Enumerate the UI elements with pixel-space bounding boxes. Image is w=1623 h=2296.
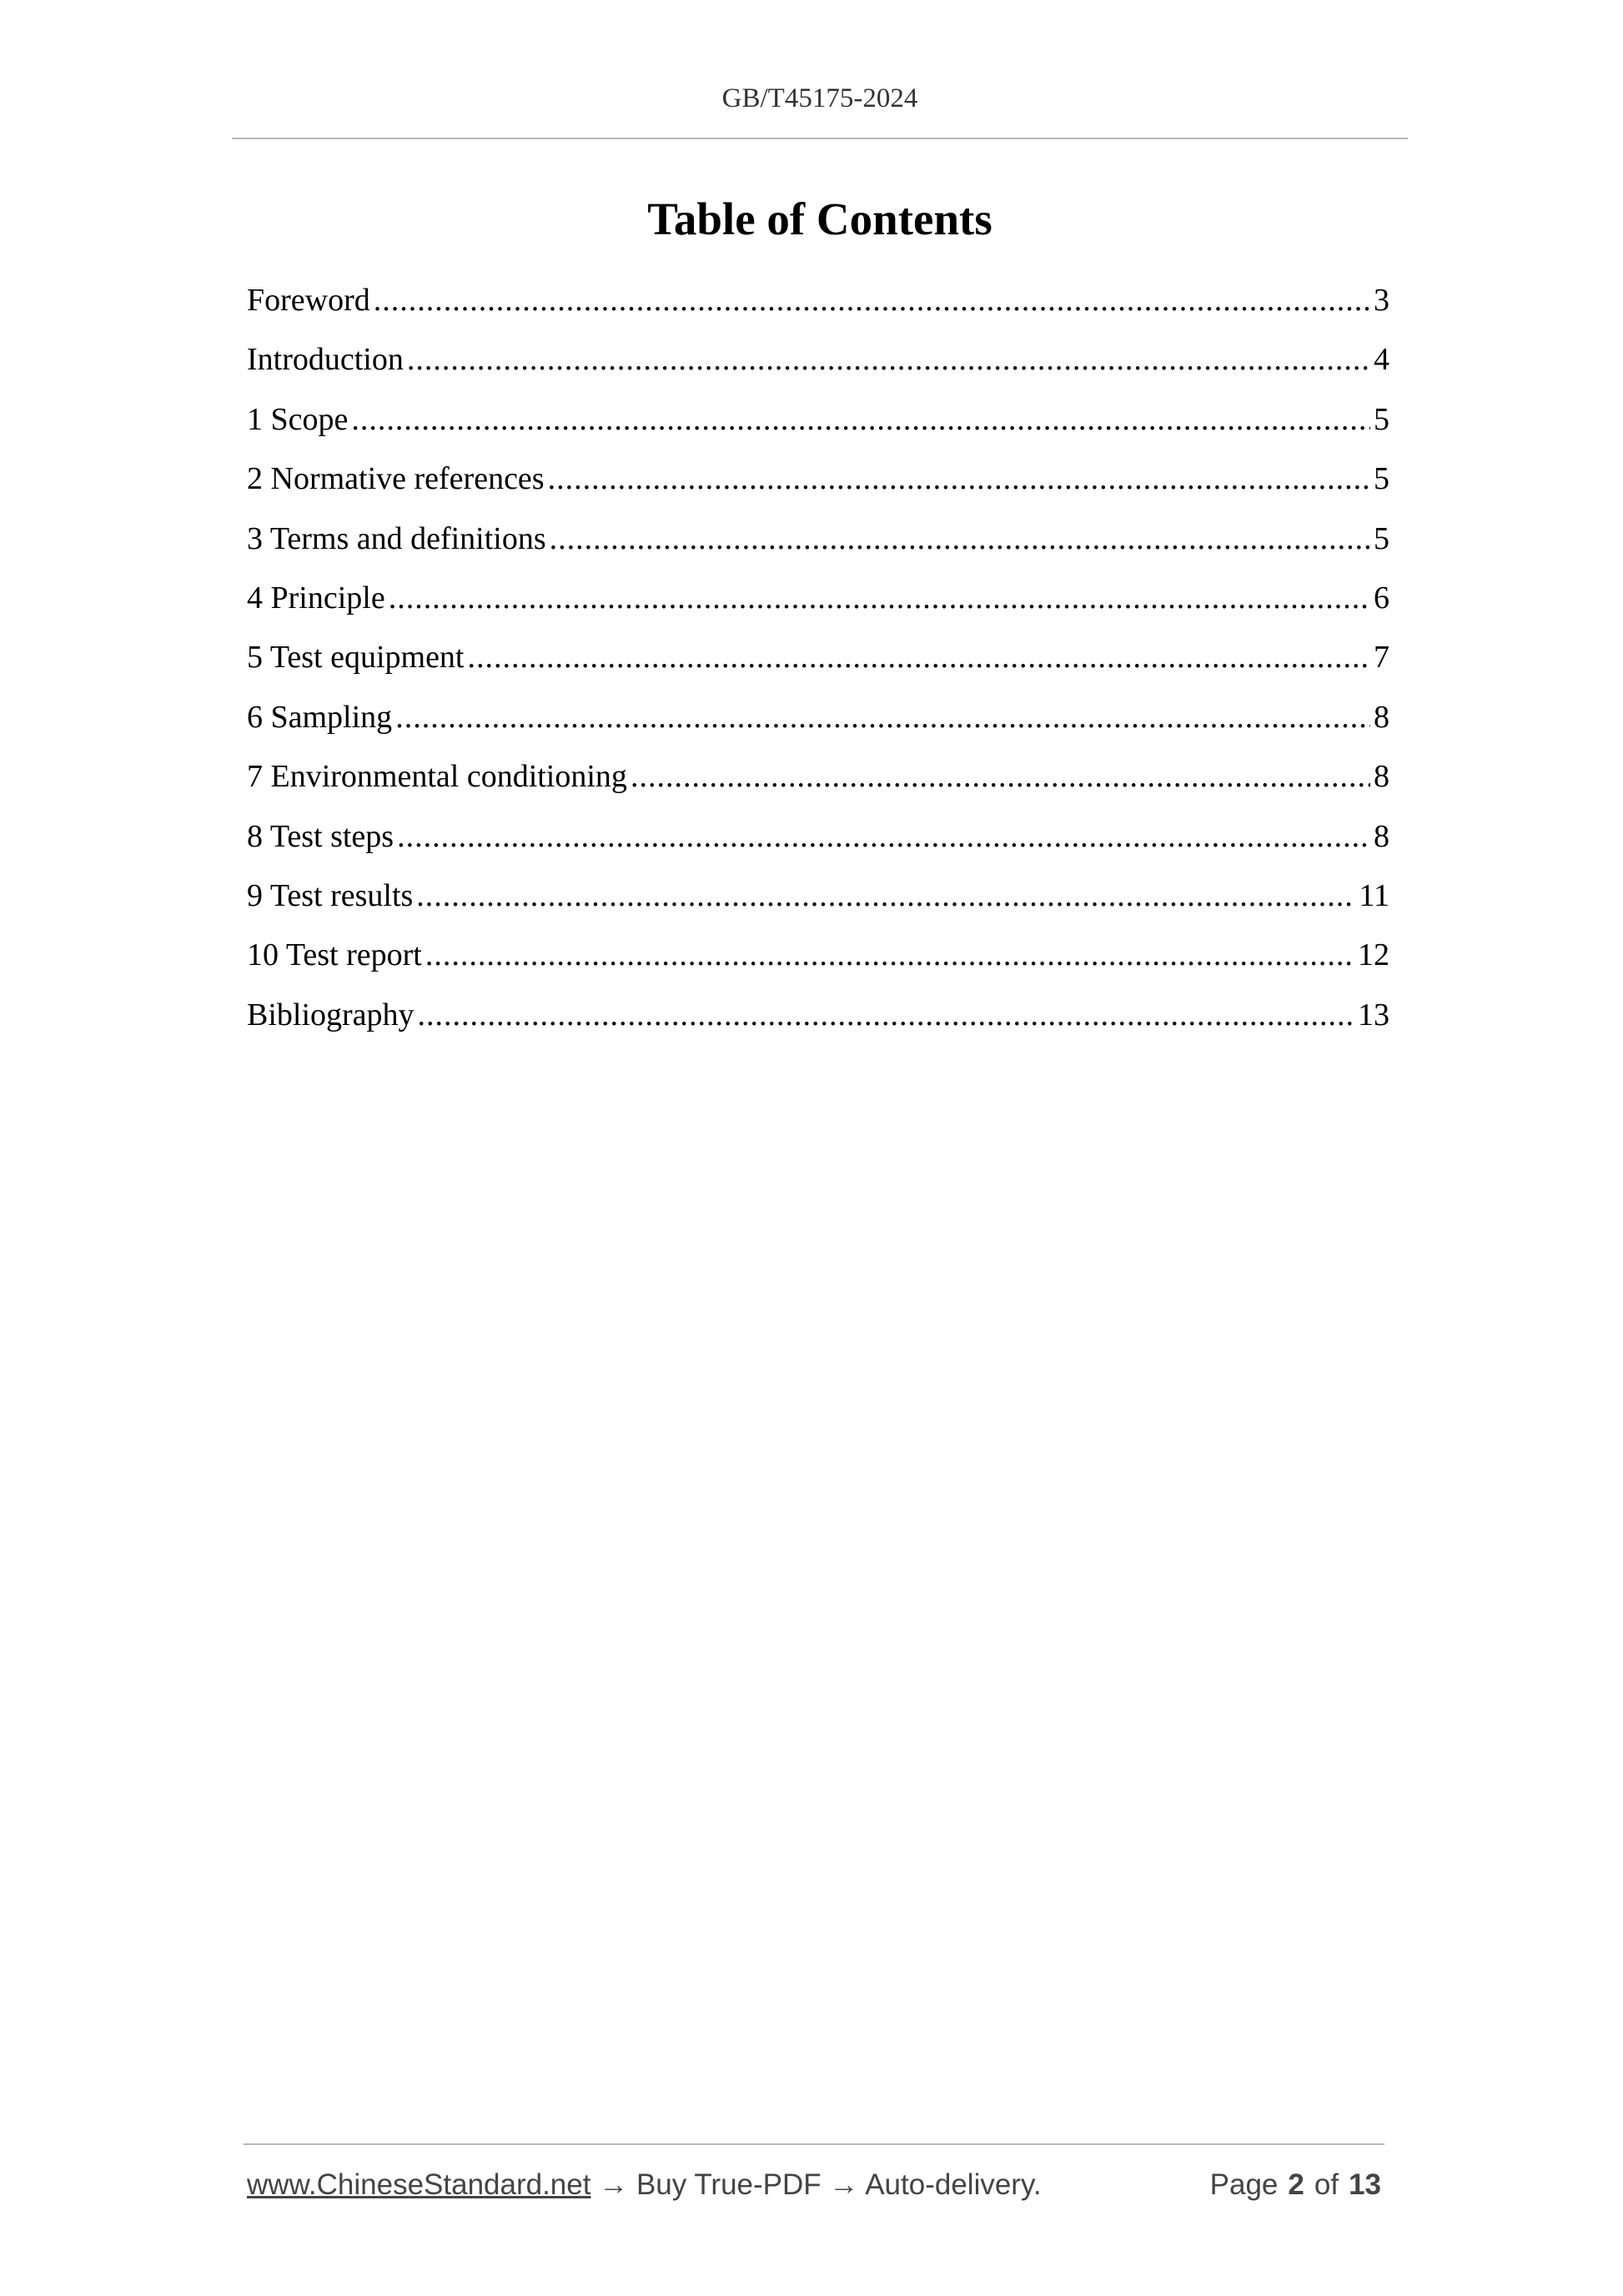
toc-entry-page: 5 [1374,461,1389,497]
toc-dot-leader [395,693,1370,741]
total-page-count: 13 [1349,2168,1381,2201]
toc-entry-test-results[interactable] [247,872,1389,931]
toc-entry-label: 5 Test equipment [247,640,465,676]
toc-entry-label: 9 Test results [247,877,414,913]
standard-code: GB/T45175-2024 [721,83,918,113]
toc-entry-page: 5 [1374,401,1389,437]
toc-entry-foreword[interactable] [247,276,1389,335]
page-word: Page [1209,2168,1279,2201]
toc-list [247,276,1389,1050]
toc-entry-label: 1 Scope [247,401,349,437]
toc-entry-label: Introduction [247,342,404,378]
document-header [232,77,1408,120]
toc-entry-page: 6 [1374,580,1389,615]
toc-entry-label: 4 Principle [247,580,385,615]
toc-entry-page: 13 [1358,997,1389,1032]
toc-entry-page: 5 [1374,520,1389,556]
toc-dot-leader [374,276,1370,324]
toc-dot-leader [550,515,1370,563]
buy-true-pdf-text: Buy True-PDF [636,2168,822,2201]
toc-dot-leader [407,335,1370,384]
toc-entry-bibliography[interactable] [247,991,1389,1050]
toc-entry-test-report[interactable] [247,931,1389,990]
toc-entry-introduction[interactable] [247,335,1389,394]
website-link[interactable]: www.ChineseStandard.net [247,2168,591,2201]
auto-delivery-text: Auto-delivery. [865,2168,1042,2201]
toc-entry-environmental-conditioning[interactable] [247,752,1389,811]
toc-entry-label: 6 Sampling [247,699,393,735]
footer-promo [247,2163,1042,2207]
toc-entry-label: 7 Environmental conditioning [247,759,627,795]
footer-divider [244,2143,1384,2145]
toc-dot-leader [548,455,1370,503]
toc-dot-leader [351,395,1370,444]
toc-entry-page: 4 [1374,342,1389,378]
toc-entry-page: 3 [1374,283,1389,318]
arrow-right-icon: → [829,2168,859,2201]
toc-dot-leader [631,752,1370,801]
toc-entry-label: 2 Normative references [247,461,545,497]
toc-title: Table of Contents [647,193,992,244]
of-word: of [1314,2168,1339,2201]
toc-entry-label: 10 Test report [247,937,422,973]
toc-dot-leader [389,574,1370,622]
toc-entry-label: Bibliography [247,997,415,1032]
toc-entry-page: 11 [1359,877,1389,913]
toc-dot-leader [418,991,1354,1039]
toc-dot-leader [416,872,1355,920]
toc-entry-label: 3 Terms and definitions [247,520,546,556]
toc-dot-leader [397,812,1370,861]
current-page-number: 2 [1288,2168,1304,2201]
toc-dot-leader [425,931,1354,979]
toc-entry-test-equipment[interactable] [247,633,1389,692]
toc-entry-label: Foreword [247,283,370,318]
toc-entry-label: 8 Test steps [247,818,394,854]
toc-entry-page: 12 [1358,937,1389,973]
toc-entry-page: 8 [1374,759,1389,795]
page-indicator [1210,2163,1381,2207]
header-divider [232,138,1408,139]
document-footer [247,2163,1381,2207]
toc-entry-principle[interactable] [247,574,1389,633]
toc-entry-sampling[interactable] [247,693,1389,752]
toc-entry-test-steps[interactable] [247,812,1389,872]
toc-entry-page: 7 [1374,640,1389,676]
toc-dot-leader [468,633,1371,681]
toc-entry-terms-and-definitions[interactable] [247,515,1389,574]
toc-entry-normative-references[interactable] [247,455,1389,514]
arrow-right-icon: → [599,2168,629,2201]
toc-entry-page: 8 [1374,699,1389,735]
toc-entry-scope[interactable] [247,395,1389,455]
toc-entry-page: 8 [1374,818,1389,854]
